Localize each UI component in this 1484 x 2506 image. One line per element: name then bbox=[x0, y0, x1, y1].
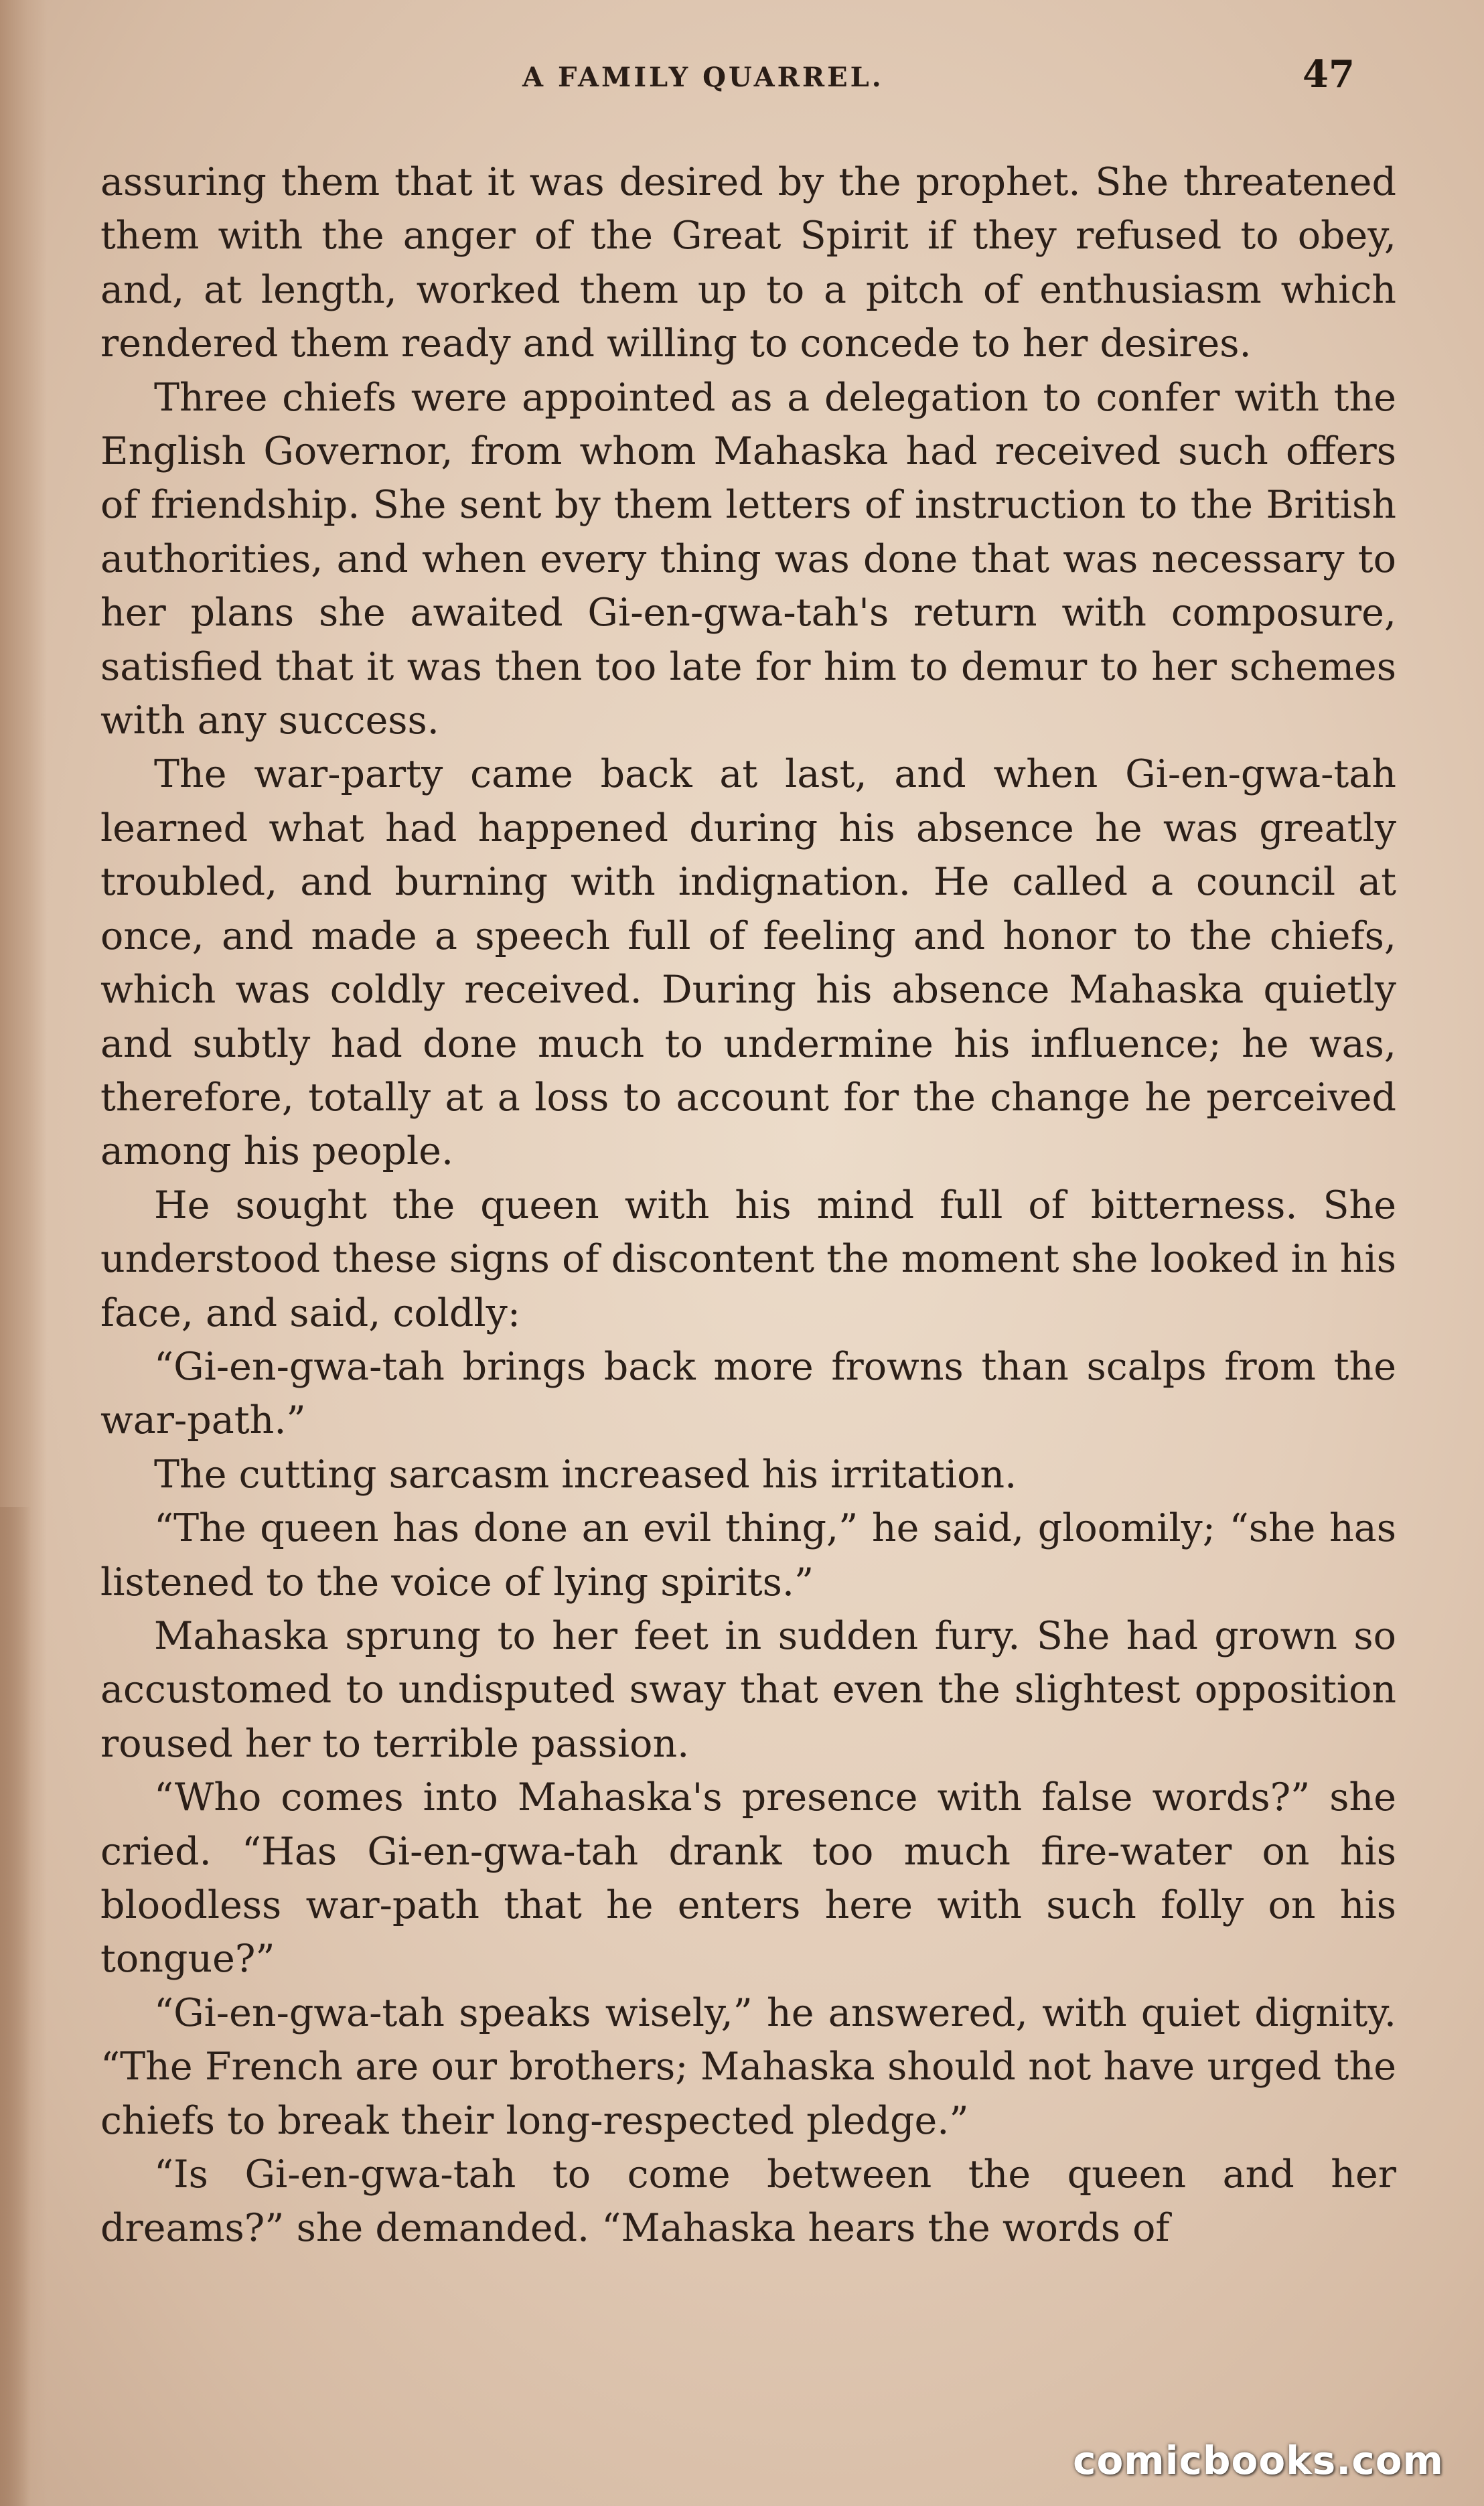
running-title: A FAMILY QUARREL. bbox=[522, 62, 884, 93]
site-watermark: comicbooks.com bbox=[1073, 2438, 1444, 2483]
paragraph: Three chiefs were appointed as a delegation to confer with the English Governor, from whom Mahaska had received such offers of friendship. She sent by them letters of instruction to the British authorities, and when every thing was done that was necessary to her plans she awaited Gi-en-gwa-tah's return with composure, satisfied that it was then too late for him to demur to her schemes with any success. bbox=[100, 375, 1396, 743]
paragraph: Mahaska sprung to her feet in sudden fury. She had grown so accustomed to undisputed sway that even the slightest opposition roused her to terrible passion. bbox=[100, 1613, 1396, 1766]
paragraph: The cutting sarcasm increased his irritation. bbox=[154, 1452, 1017, 1497]
body-text bbox=[100, 155, 1396, 2256]
paragraph: “Gi-en-gwa-tah brings back more frowns than scalps from the war-path.” bbox=[100, 1344, 1396, 1443]
paragraph: He sought the queen with his mind full of bitterness. She understood these signs of discontent the moment she looked in his face, and said, coldly: bbox=[100, 1183, 1396, 1335]
page-number: 47 bbox=[1303, 52, 1355, 96]
paragraph: “The queen has done an evil thing,” he said, gloomily; “she has listened to the voice of lying spirits.” bbox=[100, 1506, 1396, 1605]
paragraph: “Who comes into Mahaska's presence with false words?” she cried. “Has Gi-en-gwa-tah drank too much fire-water on his bloodless war-path that he enters here with such folly on his tongue?” bbox=[100, 1775, 1396, 1982]
paragraph: assuring them that it was desired by the prophet. She threatened them with the anger of the Great Spirit if they refused to obey, and, at length, worked them up to a pitch of enthusiasm which rendered them ready and willing to concede to her desires. bbox=[100, 160, 1396, 366]
paragraph: “Is Gi-en-gwa-tah to come between the queen and her dreams?” she demanded. “Mahaska hears the words of bbox=[100, 2152, 1396, 2251]
paragraph: The war-party came back at last, and when Gi-en-gwa-tah learned what had happened during his absence he was greatly troubled, and burning with indignation. He called a council at once, and made a speech full of feeling and honor to the chiefs, which was coldly received. During his absence Mahaska quietly and subtly had done much to undermine his influence; he was, therefore, totally at a loss to account for the change he perceived among his people. bbox=[100, 752, 1396, 1174]
torn-page-edge bbox=[0, 1507, 31, 2506]
paragraph: “Gi-en-gwa-tah speaks wisely,” he answered, with quiet dignity. “The French are our brothers; Mahaska should not have urged the chiefs to break their long-respected pledge.” bbox=[100, 1990, 1396, 2143]
